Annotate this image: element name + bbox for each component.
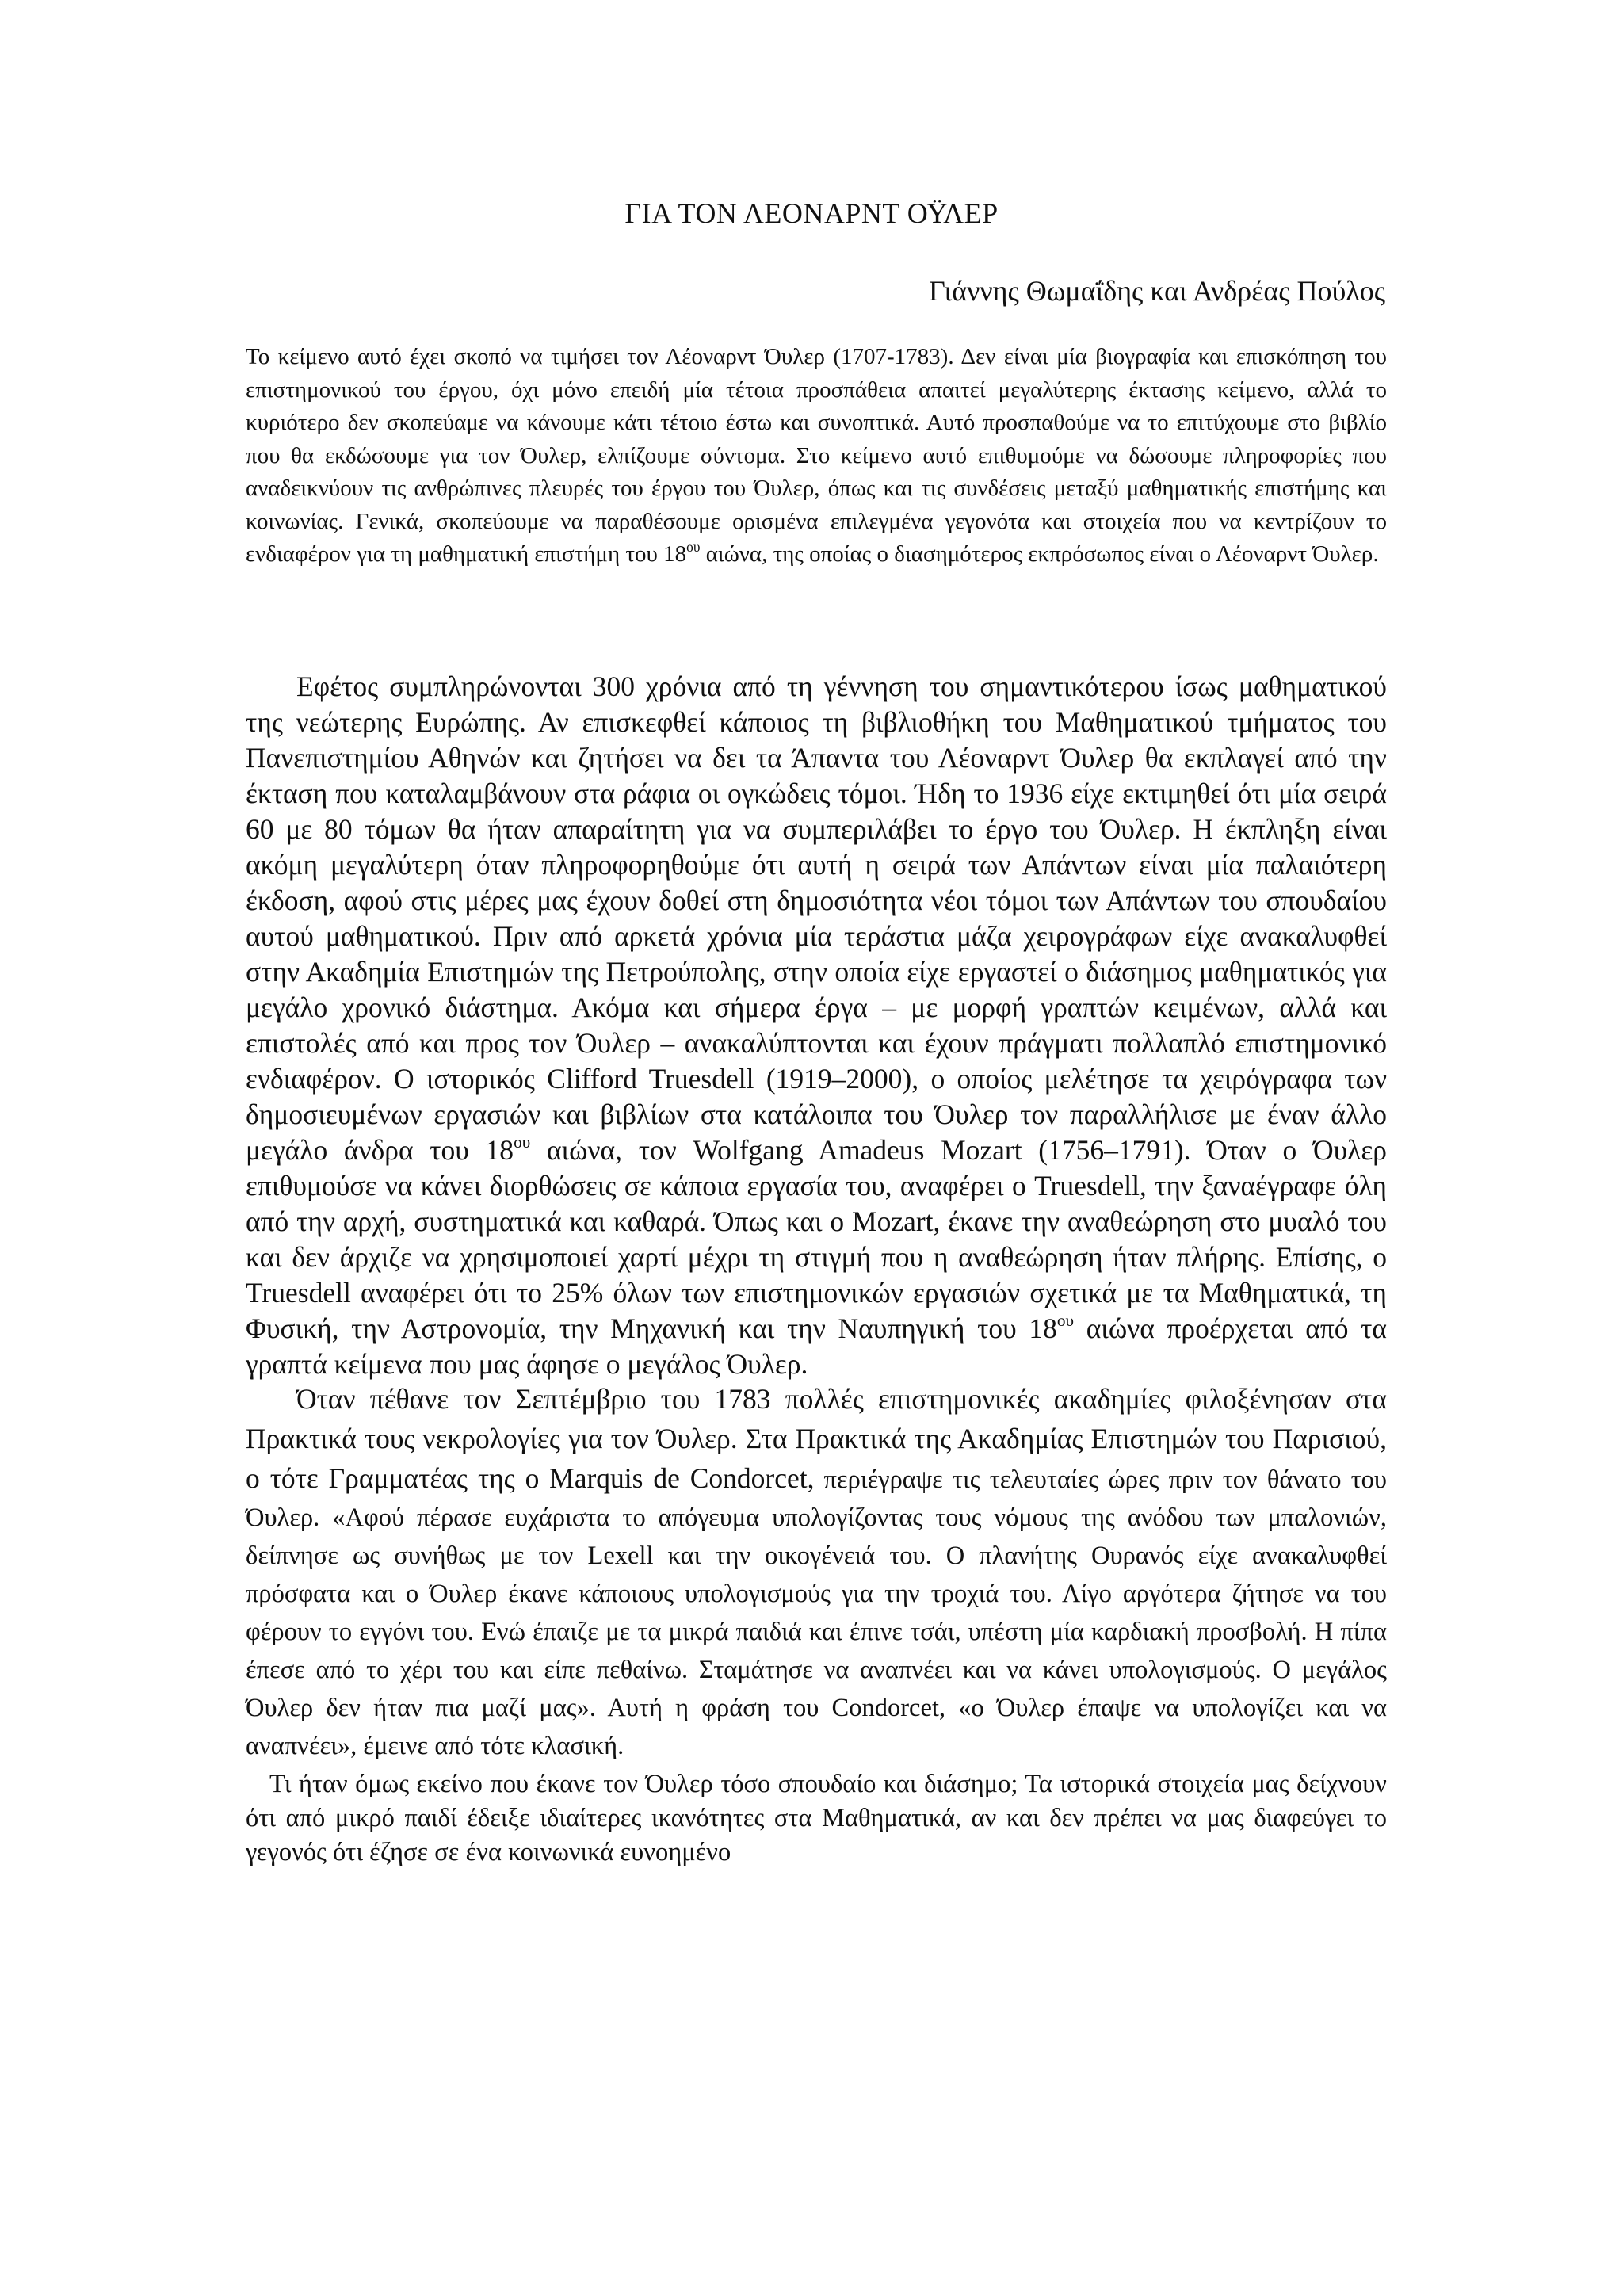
abstract-text-end: αιώνα, της οποίας ο διασημότερος εκπρόσωπος είναι ο Λέοναρντ Όυλερ.: [700, 541, 1379, 567]
superscript-ordinal: ου: [514, 1133, 531, 1152]
body-paragraph-2: [246, 1382, 1387, 1767]
superscript-ordinal: ου: [686, 538, 701, 555]
body-paragraph-1: [246, 669, 1387, 1382]
document-authors: Γιάννης Θωμαΐδης και Ανδρέας Πούλος: [929, 275, 1385, 307]
superscript-ordinal: ου: [1056, 1311, 1075, 1331]
paragraph-text-lead: Όταν πέθανε τον Σεπτέμβριο του 1783 πολλές επιστημονικές ακαδημίες φιλοξένησαν στα Πρακτικά τους νεκρολογίες για τον Όυλερ. Στα Πρακτικά της Ακαδημίας Επιστημών του Παρισιού, ο τότε Γραμματέας της ο Marquis de Condorcet,: [246, 1383, 1387, 1494]
body-paragraph-3: Τι ήταν όμως εκείνο που έκανε τον Όυλερ τόσο σπουδαίο και διάσημο; Τα ιστορικά στοιχεία μας δείχνουν ότι από μικρό παιδί έδειξε ιδιαίτερες ικανότητες στα Μαθηματικά, αν και δεν πρέπει να μας διαφεύγει το γεγονός ότι έζησε σε ένα κοινωνικά ευνοημένο: [246, 1770, 1387, 1866]
paragraph-text: αιώνα, τον Wolfgang Amadeus Mozart (1756–1791). Όταν ο Όυλερ επιθυμούσε να κάνει διορθώσεις σε κάποια εργασία του, αναφέρει ο Truesdell, την ξαναέγραφε όλη από την αρχή, συστηματικά και καθαρά. Όπως και ο Mozart, έκανε την αναθεώρηση στο μυαλό του και δεν άρχιζε να χρησιμοποιεί χαρτί μέχρι τη στιγμή που η αναθεώρηση ήταν πλήρης. Επίσης, ο Truesdell αναφέρει ότι το 25% όλων των επιστημονικών εργασιών σχετικά με τα Μαθηματικά, τη Φυσική, την Αστρονομία, την Μηχανική και την Ναυπηγική του 18: [246, 1134, 1387, 1344]
paragraph-text: περιέγραψε τις τελευταίες ώρες πριν τον θάνατο του Όυλερ. «Αφού πέρασε ευχάριστα το απόγευμα υπολογίζοντας τους νόμους της ανόδου των μπαλονιών, δείπνησε ως συνήθως με τον Lexell και την οικογένειά του. Ο πλανήτης Ουρανός είχε ανακαλυφθεί πρόσφατα και ο Όυλερ έκανε κάποιους υπολογισμούς για την τροχιά του. Λίγο αργότερα ζήτησε να του φέρουν το εγγόνι του. Ενώ έπαιζε με τα μικρά παιδιά και έπινε τσάι, υπέστη μία καρδιακή προσβολή. Η πίπα έπεσε από το χέρι του και είπε πεθαίνω. Σταμάτησε να αναπνέει και να κάνει υπολογισμούς. Ο μεγάλος Όυλερ δεν ήταν πια μαζί μας». Αυτή η φράση του Condorcet, «ο Όυλερ έπαψε να υπολογίζει και να αναπνέει», έμεινε από τότε κλασική.: [246, 1465, 1387, 1760]
body-text: [246, 669, 1387, 1870]
abstract-text: Το κείμενο αυτό έχει σκοπό να τιμήσει τον Λέοναρντ Όυλερ (1707-1783). Δεν είναι μία βιογραφία και επισκόπηση του επιστημονικού του έργου, όχι μόνο επειδή μία τέτοια προσπάθεια απαιτεί μεγαλύτερης έκτασης κείμενο, αλλά το κυριότερο δεν σκοπεύαμε να κάνουμε κάτι τέτοιο έστω και συνοπτικά. Αυτό προσπαθούμε να το επιτύχουμε στο βιβλίο που θα εκδώσουμε για τον Όυλερ, ελπίζουμε σύντομα. Στο κείμενο αυτό επιθυμούμε να δώσουμε πληροφορίες που αναδεικνύουν τις ανθρώπινες πλευρές του έργου του Όυλερ, όπως και τις συνδέσεις μεταξύ μαθηματικής επιστήμης και κοινωνίας. Γενικά, σκοπεύουμε να παραθέσουμε ορισμένα επιλεγμένα γεγονότα και στοιχεία που να κεντρίζουν το ενδιαφέρον για τη μαθηματική επιστήμη του 18: [246, 344, 1387, 567]
paragraph-text: Εφέτος συμπληρώνονται 300 χρόνια από τη γέννηση του σημαντικότερου ίσως μαθηματικού της νεώτερης Ευρώπης. Αν επισκεφθεί κάποιος τη βιβλιοθήκη του Μαθηματικού τμήματος του Πανεπιστημίου Αθηνών και ζητήσει να δει τα Άπαντα του Λέοναρντ Όυλερ θα εκπλαγεί από την έκταση που καταλαμβάνουν στα ράφια οι ογκώδεις τόμοι. Ήδη το 1936 είχε εκτιμηθεί ότι μία σειρά 60 με 80 τόμων θα ήταν απαραίτητη για να συμπεριλάβει το έργο του Όυλερ. Η έκπληξη είναι ακόμη μεγαλύτερη όταν πληροφορηθούμε ότι αυτή η σειρά των Απάντων είναι μία παλαιότερη έκδοση, αφού στις μέρες μας έχουν δοθεί στη δημοσιότητα νέοι τόμοι των Απάντων του σπουδαίου αυτού μαθηματικού. Πριν από αρκετά χρόνια μία τεράστια μάζα χειρογράφων είχε ανακαλυφθεί στην Ακαδημία Επιστημών της Πετρούπολης, στην οποία είχε εργαστεί ο διάσημος μαθηματικός για μεγάλο χρονικό διάστημα. Ακόμα και σήμερα έργα – με μορφή γραπτών κειμένων, αλλά και επιστολές από και προς τον Όυλερ – ανακαλύπτονται και έχουν πράγματι πολλαπλό επιστημονικό ενδιαφέρον. Ο ιστορικός Clifford Truesdell (1919–2000), ο οποίος μελέτησε τα χειρόγραφα των δημοσιευμένων εργασιών και βιβλίων στα κατάλοιπα του Όυλερ τον παραλλήλισε με έναν άλλο μεγάλο άνδρα του 18: [246, 670, 1387, 1166]
document-title: ΓΙΑ ΤΟΝ ΛΕΟΝΑΡΝΤ ΟΫΛΕΡ: [624, 197, 999, 229]
paragraph-text: αιώνα προέρχεται από τα γραπτά κείμενα που μας άφησε ο μεγάλος Όυλερ.: [246, 1312, 1387, 1380]
abstract-paragraph: [246, 341, 1387, 571]
